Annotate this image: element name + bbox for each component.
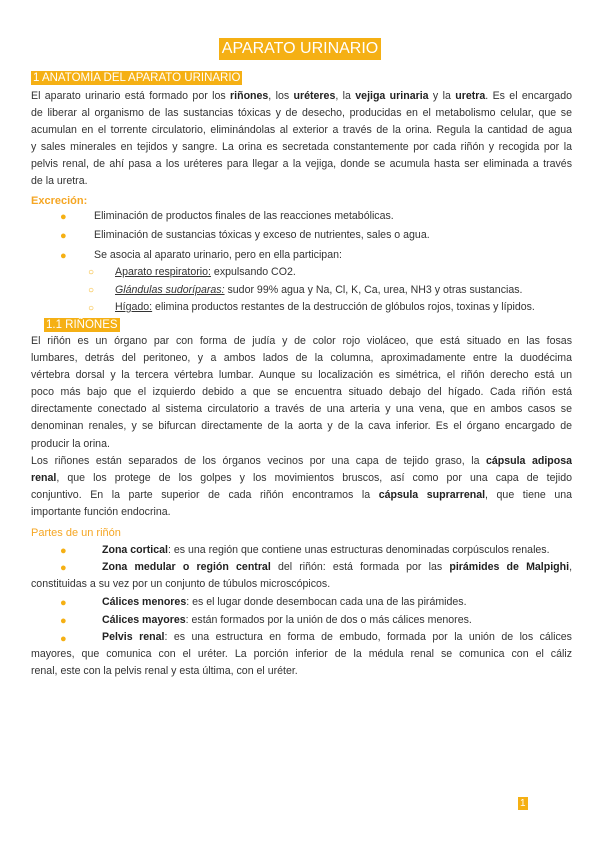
section-heading-kidneys: 1.1 RIÑONES <box>46 319 118 331</box>
excretion-item: Se asocia al aparato urinario, pero en ella participan: <box>94 249 342 261</box>
intro-line: de liberar al organismo de las sustancias tóxicas y de desecho, producidas en el metabolismo celular, que se <box>31 107 572 120</box>
part-item-continuation: constituidas a su vez por un conjunto de túbulos microscópicos. <box>31 578 331 590</box>
excretion-subitem: Glándulas sudoríparas: sudor 99% agua y Na, Cl, K, Ca, urea, NH3 y otras sustancias. <box>115 284 523 296</box>
bullet-icon: ● <box>60 545 67 557</box>
bullet-icon: ● <box>60 615 67 627</box>
kidney-line: conjuntivo. En la parte superior de cada riñón encontramos la cápsula suprarrenal, que tiene una <box>31 489 572 502</box>
sub-bullet-icon: ○ <box>88 267 95 278</box>
kidney-line: poco más bajo que el izquierdo debido a que se encuentra situado debajo del hígado. Cada riñón está <box>31 386 572 399</box>
part-item: Pelvis renal: es una estructura en forma de embudo, formada por la unión de los cálices <box>102 631 572 643</box>
bullet-icon: ● <box>60 562 67 574</box>
bullet-icon: ● <box>60 250 67 262</box>
kidney-line: lumbares, detrás del peritoneo, y a ambos lados de la columna, aproximadamente entre la duodécima <box>31 352 572 365</box>
kidney-line: denominan renales, y se bifurcan directamente de la aorta y de la cava inferior. Es el órgano encargado de <box>31 420 572 433</box>
excretion-item: Eliminación de sustancias tóxicas y exceso de nutrientes, sales o agua. <box>94 229 430 241</box>
excretion-heading: Excreción: <box>31 195 88 207</box>
intro-line: El aparato urinario está formado por los riñones, los uréteres, la vejiga urinaria y la uretra. Es el encargado <box>31 90 572 102</box>
kidney-line: Los riñones están separados de los órganos vecinos por una capa de tejido graso, la cápsula adiposa <box>31 455 572 467</box>
parts-heading: Partes de un riñón <box>31 527 121 539</box>
part-item-continuation: mayores, que comunica con el uréter. La porción inferior de la médula renal se comunica con el cáliz renal, este con la pelvis renal y esta última, con el uréter. <box>31 648 572 678</box>
part-item: Zona medular o región central del riñón: está formada por las pirámides de Malpighi, <box>102 561 572 573</box>
bullet-icon: ● <box>60 597 67 609</box>
part-item: Zona cortical: es una región que contiene unas estructuras denominadas corpúsculos renales. <box>102 544 550 556</box>
bullet-icon: ● <box>60 211 67 223</box>
intro-line: de la uretra. <box>31 175 88 188</box>
bullet-icon: ● <box>60 230 67 242</box>
intro-line: y sales minerales en tejidos y sangre. La orina es secretada constantemente por cada riñón y recogida por la <box>31 141 572 154</box>
excretion-subitem: Hígado: elimina productos restantes de la destrucción de glóbulos rojos, toxinas y lípidos. <box>115 301 535 313</box>
bullet-icon: ● <box>60 633 67 645</box>
kidney-line: El riñón es un órgano par con forma de judía y de color rojo violáceo, que está situado en las fosas <box>31 335 572 347</box>
excretion-subitem: Aparato respiratorio: expulsando CO2. <box>115 266 296 278</box>
document-title: APARATO URINARIO <box>219 38 381 60</box>
sub-bullet-icon: ○ <box>88 285 95 296</box>
kidney-line: producir la orina. <box>31 437 110 450</box>
sub-bullet-icon: ○ <box>88 303 95 314</box>
excretion-item: Eliminación de productos finales de las reacciones metabólicas. <box>94 210 394 222</box>
kidney-line: renal, que los protege de los golpes y los movimientos bruscos, así como por una capa de tejido <box>31 472 572 485</box>
part-item: Cálices mayores: están formados por la unión de dos o más cálices menores. <box>102 614 472 626</box>
intro-line: acumulan en el torrente circulatorio, eliminándolas al exterior a través de la orina. Regula la cantidad de agua <box>31 124 572 137</box>
section-heading-anatomy: 1 ANATOMÍA DEL APARATO URINARIO <box>33 72 241 84</box>
part-item: Cálices menores: es el lugar donde desembocan cada una de las pirámides. <box>102 596 467 608</box>
kidney-paragraph-2 <box>31 453 572 521</box>
intro-paragraph <box>31 88 572 191</box>
kidney-line: directamente conectado al sistema circulatorio a través de una arteria y una vena, que en ambos casos se <box>31 403 572 416</box>
intro-line: pelvis renal, de ahí pasa a los uréteres para llegar a la vejiga, donde se acumula hasta ser eliminada a través <box>31 158 572 171</box>
page-number: 1 <box>520 798 526 809</box>
kidney-line: importante función endocrina. <box>31 506 171 519</box>
kidney-paragraph-1 <box>31 333 572 453</box>
kidney-line: vértebra dorsal y la tercera vértebra lumbar. Aunque su localización es simétrica, el riñón derecho está un <box>31 369 572 382</box>
